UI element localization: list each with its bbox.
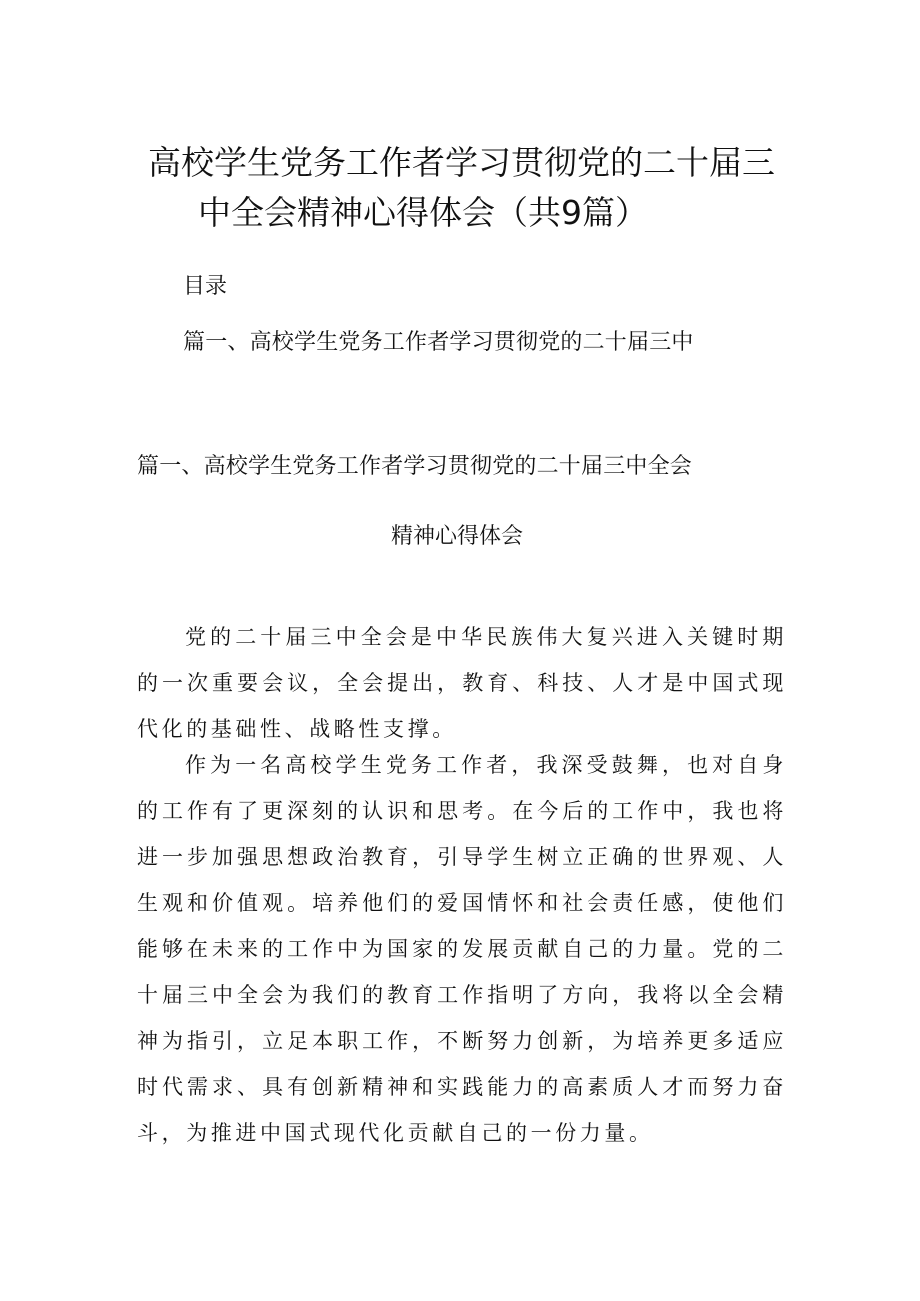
section-subheading: 精神心得体会: [391, 524, 524, 549]
document-title: [140, 138, 790, 238]
document-title-line-2: 中全会精神心得体会（共9篇）: [198, 193, 648, 232]
toc-heading: 目录: [183, 274, 228, 299]
body-paragraph-1: 党的二十届三中全会是中华民族伟大复兴进入关键时期的一次重要会议，全会提出，教育、科技、人才是中国式现代化的基础性、战略性支撑。: [137, 625, 787, 741]
section-heading: 篇一、高校学生党务工作者学习贯彻党的二十届三中全会: [137, 454, 693, 479]
body-paragraph-2: 作为一名高校学生党务工作者，我深受鼓舞，也对自身的工作有了更深刻的认识和思考。在今后的工作中，我也将进一步加强思想政治教育，引导学生树立正确的世界观、人生观和价值观。培养他们的爱国情怀和社会责任感，使他们能够在未来的工作中为国家的发展贡献自己的力量。党的二十届三中全会为我们的教育工作指明了方向，我将以全会精神为指引，立足本职工作，不断努力创新，为培养更多适应时代需求、具有创新精神和实践能力的高素质人才而努力奋斗，为推进中国式现代化贡献自己的一份力量。: [137, 753, 787, 1145]
document-title-line-1: 高校学生党务工作者学习贯彻党的二十届三: [148, 143, 775, 182]
toc-item-1[interactable]: 篇一、高校学生党务工作者学习贯彻党的二十届三中: [183, 330, 694, 355]
